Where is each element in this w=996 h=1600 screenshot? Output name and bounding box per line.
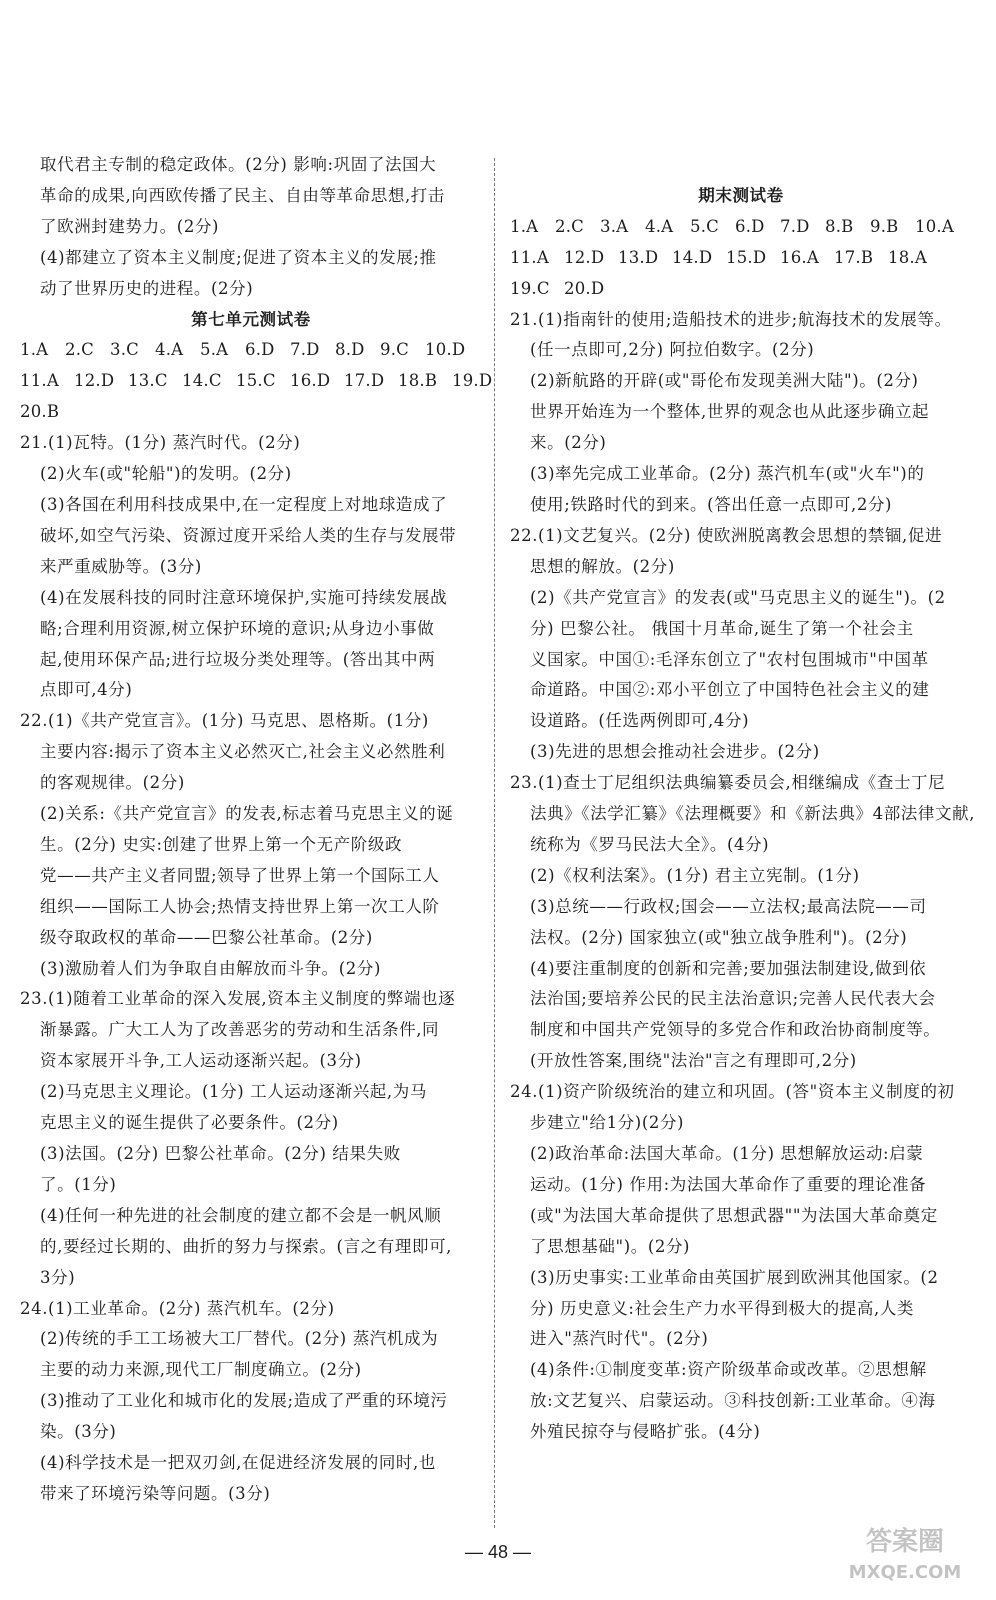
- mcq-answer: 8.B: [825, 216, 854, 236]
- answer-line: 22.(1)《共产党宣言》。(1分) 马克思、恩格斯。(1分): [20, 711, 429, 731]
- mcq-answer: 10.A: [915, 216, 954, 236]
- answer-line: 世界开始连为一个整体,世界的观念也从此逐步确立起: [530, 402, 930, 422]
- answer-line: (2)《权利法案》。(1分) 君主立宪制。(1分): [530, 865, 860, 885]
- answer-line: 外殖民掠夺与侵略扩张。(4分): [530, 1422, 761, 1442]
- mcq-answer: 16.A: [780, 247, 819, 267]
- mcq-answer: 4.A: [155, 340, 184, 360]
- mcq-answer-row: [510, 243, 972, 274]
- answer-line: (4)任何一种先进的社会制度的建立都不会是一帆风顺: [40, 1205, 442, 1225]
- answer-line: 命道路。中国②:邓小平创立了中国特色社会主义的建: [530, 680, 930, 700]
- mcq-answer: 9.C: [380, 340, 409, 360]
- answer-line: 制度和中国共产党领导的多党合作和政治协商制度等。: [530, 1020, 941, 1040]
- answer-line: (3)法国。(2分) 巴黎公社革命。(2分) 结果失败: [40, 1144, 401, 1163]
- answer-line: (4)科学技术是一把双刃剑,在促进经济发展的同时,也: [40, 1453, 436, 1473]
- answer-line: (4)条件:①制度变革:资产阶级革命或改革。②思想解: [530, 1360, 927, 1380]
- answer-line: 步建立"给1分)(2分): [530, 1113, 685, 1133]
- answer-line: 思想的解放。(2分): [530, 556, 675, 576]
- answer-line: (2)火车(或"轮船")的发明。(2分): [40, 464, 292, 484]
- mcq-answer: 17.B: [834, 247, 874, 267]
- answer-line: 24.(1)工业革命。(2分) 蒸汽机车。(2分): [20, 1298, 335, 1318]
- answer-line: 22.(1)文艺复兴。(2分) 使欧洲脱离教会思想的禁锢,促进: [510, 525, 943, 545]
- answer-line: (3)先进的思想会推动社会进步。(2分): [530, 742, 820, 762]
- answer-line: (2)马克思主义理论。(1分) 工人运动逐渐兴起,为马: [40, 1082, 427, 1102]
- mcq-answer: 7.D: [780, 216, 810, 236]
- mcq-answer: 11.A: [510, 247, 549, 267]
- answer-line: (3)率先完成工业革命。(2分) 蒸汽机车(或"火车")的: [530, 464, 925, 484]
- mcq-answer: 16.D: [290, 371, 331, 391]
- answer-line: 法权。(2分) 国家独立(或"独立战争胜利")。(2分): [530, 927, 908, 947]
- mcq-answer: 2.C: [65, 340, 94, 360]
- answer-line: 了欧洲封建势力。(2分): [40, 216, 220, 236]
- answer-line: 革命的成果,向西欧传播了民主、自由等革命思想,打击: [40, 185, 445, 205]
- answer-line: 分) 巴黎公社。 俄国十月革命,诞生了第一个社会主: [530, 618, 914, 638]
- answer-line: 了。(1分): [40, 1174, 117, 1194]
- mcq-answer: 12.D: [564, 247, 605, 267]
- answer-line: 使用;铁路时代的到来。(答出任意一点即可,2分): [530, 494, 893, 514]
- mcq-answer: 5.C: [690, 216, 719, 236]
- mcq-answer-row: [20, 397, 482, 428]
- mcq-answer: 18.A: [888, 247, 927, 267]
- answer-line: 设道路。(任选两例即可,4分): [530, 711, 750, 731]
- answer-line: 生。(2分) 史实:创建了世界上第一个无产阶级政: [40, 834, 403, 854]
- column-divider: [494, 158, 495, 1528]
- answer-line: (2)新航路的开辟(或"哥伦布发现美洲大陆")。(2分): [530, 371, 919, 391]
- answer-line: 略;合理利用资源,树立保护环境的意识;从身边小事做: [40, 618, 435, 638]
- section-title: 第七单元测试卷: [191, 309, 311, 329]
- mcq-answer: 20.D: [564, 278, 605, 298]
- mcq-answer: 6.D: [735, 216, 765, 236]
- mcq-answer: 11.A: [20, 371, 59, 391]
- answer-line: (3)推动了工业化和城市化的发展;造成了严重的环境污: [40, 1391, 448, 1411]
- answer-line: 来严重威胁等。(3分): [40, 556, 202, 576]
- answer-line: (3)各国在利用科技成果中,在一定程度上对地球造成了: [40, 494, 448, 514]
- answer-line: 克思主义的诞生提供了必要条件。(2分): [40, 1113, 339, 1133]
- answer-line: 法治国;要培养公民的民主法治意识;完善人民代表大会: [530, 989, 936, 1009]
- answer-line: (4)要注重制度的创新和完善;要加强法制建设,做到依: [530, 958, 927, 978]
- mcq-answer: 15.D: [726, 247, 767, 267]
- mcq-answer-row: [20, 335, 482, 366]
- answer-line: 取代君主专制的稳定政体。(2分) 影响:巩固了法国大: [40, 155, 437, 174]
- answer-line: 破坏,如空气污染、资源过度开采给人类的生存与发展带: [40, 525, 457, 545]
- mcq-answer: 7.D: [290, 340, 320, 360]
- mcq-answer: 3.A: [600, 216, 629, 236]
- answer-line: 放:文艺复兴、启蒙运动。③科技创新:工业革命。④海: [530, 1391, 936, 1411]
- answer-line: 义国家。中国①:毛泽东创立了"农村包围城市"中国革: [530, 649, 929, 669]
- answer-line: (4)都建立了资本主义制度;促进了资本主义的发展;推: [40, 247, 437, 267]
- answer-line: (3)历史事实:工业革命由英国扩展到欧洲其他国家。(2: [530, 1267, 939, 1287]
- mcq-answer: 9.B: [870, 216, 899, 236]
- mcq-answer: 20.B: [20, 402, 60, 422]
- answer-line: (2)《共产党宣言》的发表(或"马克思主义的诞生")。(2: [530, 587, 946, 607]
- mcq-answer-row: [20, 366, 493, 397]
- answer-line: 23.(1)随着工业革命的深入发展,资本主义制度的弊端也逐: [20, 989, 456, 1009]
- answer-line: (2)传统的手工工场被大工厂替代。(2分) 蒸汽机成为: [40, 1329, 439, 1349]
- answer-line: 的,要经过长期的、曲折的努力与探索。(言之有理即可,: [40, 1236, 453, 1256]
- mcq-answer: 12.D: [74, 371, 115, 391]
- mcq-answer: 15.C: [236, 371, 276, 391]
- answer-line: 主要的动力来源,现代工厂制度确立。(2分): [40, 1360, 362, 1380]
- answer-line: (4)在发展科技的同时注意环境保护,实施可持续发展战: [40, 587, 448, 607]
- answer-line: 来。(2分): [530, 433, 607, 453]
- answer-line: (2)政治革命:法国大革命。(1分) 思想解放运动:启蒙: [530, 1144, 924, 1163]
- watermark-domain: MXQE.COM: [848, 1562, 962, 1583]
- answer-line: 了思想基础")。(2分): [530, 1236, 691, 1256]
- mcq-answer: 3.C: [110, 340, 139, 360]
- answer-line: [510, 150, 972, 181]
- answer-line: (2)关系:《共产党宣言》的发表,标志着马克思主义的诞: [40, 804, 454, 824]
- answer-line: 21.(1)指南针的使用;造船技术的进步;航海技术的发展等。: [510, 309, 952, 329]
- answer-line: 分) 历史意义:社会生产力水平得到极大的提高,人类: [530, 1298, 914, 1318]
- mcq-answer-row: [510, 274, 972, 305]
- mcq-answer: 17.D: [344, 371, 385, 391]
- answer-line: 运动。(1分) 作用:为法国大革命作了重要的理论准备: [530, 1174, 927, 1194]
- mcq-answer: 1.A: [20, 340, 49, 360]
- answer-line: (3)总统——行政权;国会——立法权;最高法院——司: [530, 896, 927, 916]
- answer-line: 3分): [40, 1267, 76, 1287]
- mcq-answer: 13.C: [128, 371, 168, 391]
- mcq-answer-row: [510, 212, 972, 243]
- mcq-answer: 4.A: [645, 216, 674, 236]
- watermark-logo: [830, 1520, 980, 1586]
- answer-line: (开放性答案,围绕"法治"言之有理即可,2分): [530, 1051, 857, 1071]
- answer-line: 资本家展开斗争,工人运动逐渐兴起。(3分): [40, 1051, 362, 1071]
- answer-line: (任一点即可,2分) 阿拉伯数字。(2分): [530, 340, 815, 360]
- left-column: [20, 150, 493, 1510]
- answer-line: 进入"蒸汽时代"。(2分): [530, 1329, 709, 1349]
- mcq-answer: 8.D: [335, 340, 365, 360]
- mcq-answer: 18.B: [398, 371, 438, 391]
- answer-line: (或"为法国大革命提供了思想武器""为法国大革命奠定: [530, 1205, 938, 1225]
- watermark-text: 答案圈: [865, 1527, 945, 1557]
- mcq-answer: 19.C: [510, 278, 550, 298]
- mcq-answer: 13.D: [618, 247, 659, 267]
- section-title: 期末测试卷: [698, 185, 784, 205]
- answer-line: 党——共产主义者同盟;领导了世界上第一个国际工人: [40, 865, 440, 885]
- answer-line: 21.(1)瓦特。(1分) 蒸汽时代。(2分): [20, 433, 301, 453]
- answer-line: 的客观规律。(2分): [40, 773, 185, 793]
- answer-line: (3)激励着人们为争取自由解放而斗争。(2分): [40, 958, 382, 978]
- answer-line: 渐暴露。广大工人为了改善恶劣的劳动和生活条件,同: [40, 1020, 440, 1040]
- mcq-answer: 5.A: [200, 340, 229, 360]
- mcq-answer: 10.D: [425, 340, 466, 360]
- answer-line: 起,使用环保产品;进行垃圾分类处理等。(答出其中两: [40, 649, 436, 669]
- answer-line: 点即可,4分): [40, 680, 133, 700]
- answer-line: 带来了环境污染等问题。(3分): [40, 1483, 271, 1503]
- mcq-answer: 2.C: [555, 216, 584, 236]
- page-number: — 48 —: [464, 1542, 532, 1562]
- mcq-answer: 14.D: [672, 247, 713, 267]
- answer-line: 主要内容:揭示了资本主义必然灭亡,社会主义必然胜利: [40, 742, 446, 762]
- mcq-answer: 6.D: [245, 340, 275, 360]
- answer-line: 统称为《罗马民法大全》。(4分): [530, 834, 770, 854]
- mcq-answer: 14.C: [182, 371, 222, 391]
- answer-line: 23.(1)查士丁尼组织法典编纂委员会,相继编成《查士丁尼: [510, 773, 946, 793]
- answer-line: 24.(1)资产阶级统治的建立和巩固。(答"资本主义制度的初: [510, 1082, 955, 1102]
- answer-line: 动了世界历史的进程。(2分): [40, 278, 254, 298]
- answer-line: 染。(3分): [40, 1422, 117, 1442]
- mcq-answer: 1.A: [510, 216, 539, 236]
- mcq-answer: 19.D: [452, 371, 493, 391]
- answer-line: 级夺取政权的革命——巴黎公社革命。(2分): [40, 927, 373, 947]
- right-column: [510, 150, 976, 1448]
- answer-line: 组织——国际工人协会;热情支持世界上第一次工人阶: [40, 896, 440, 916]
- answer-line: 法典》《法学汇纂》《法理概要》和《新法典》4部法律文献,: [530, 804, 976, 824]
